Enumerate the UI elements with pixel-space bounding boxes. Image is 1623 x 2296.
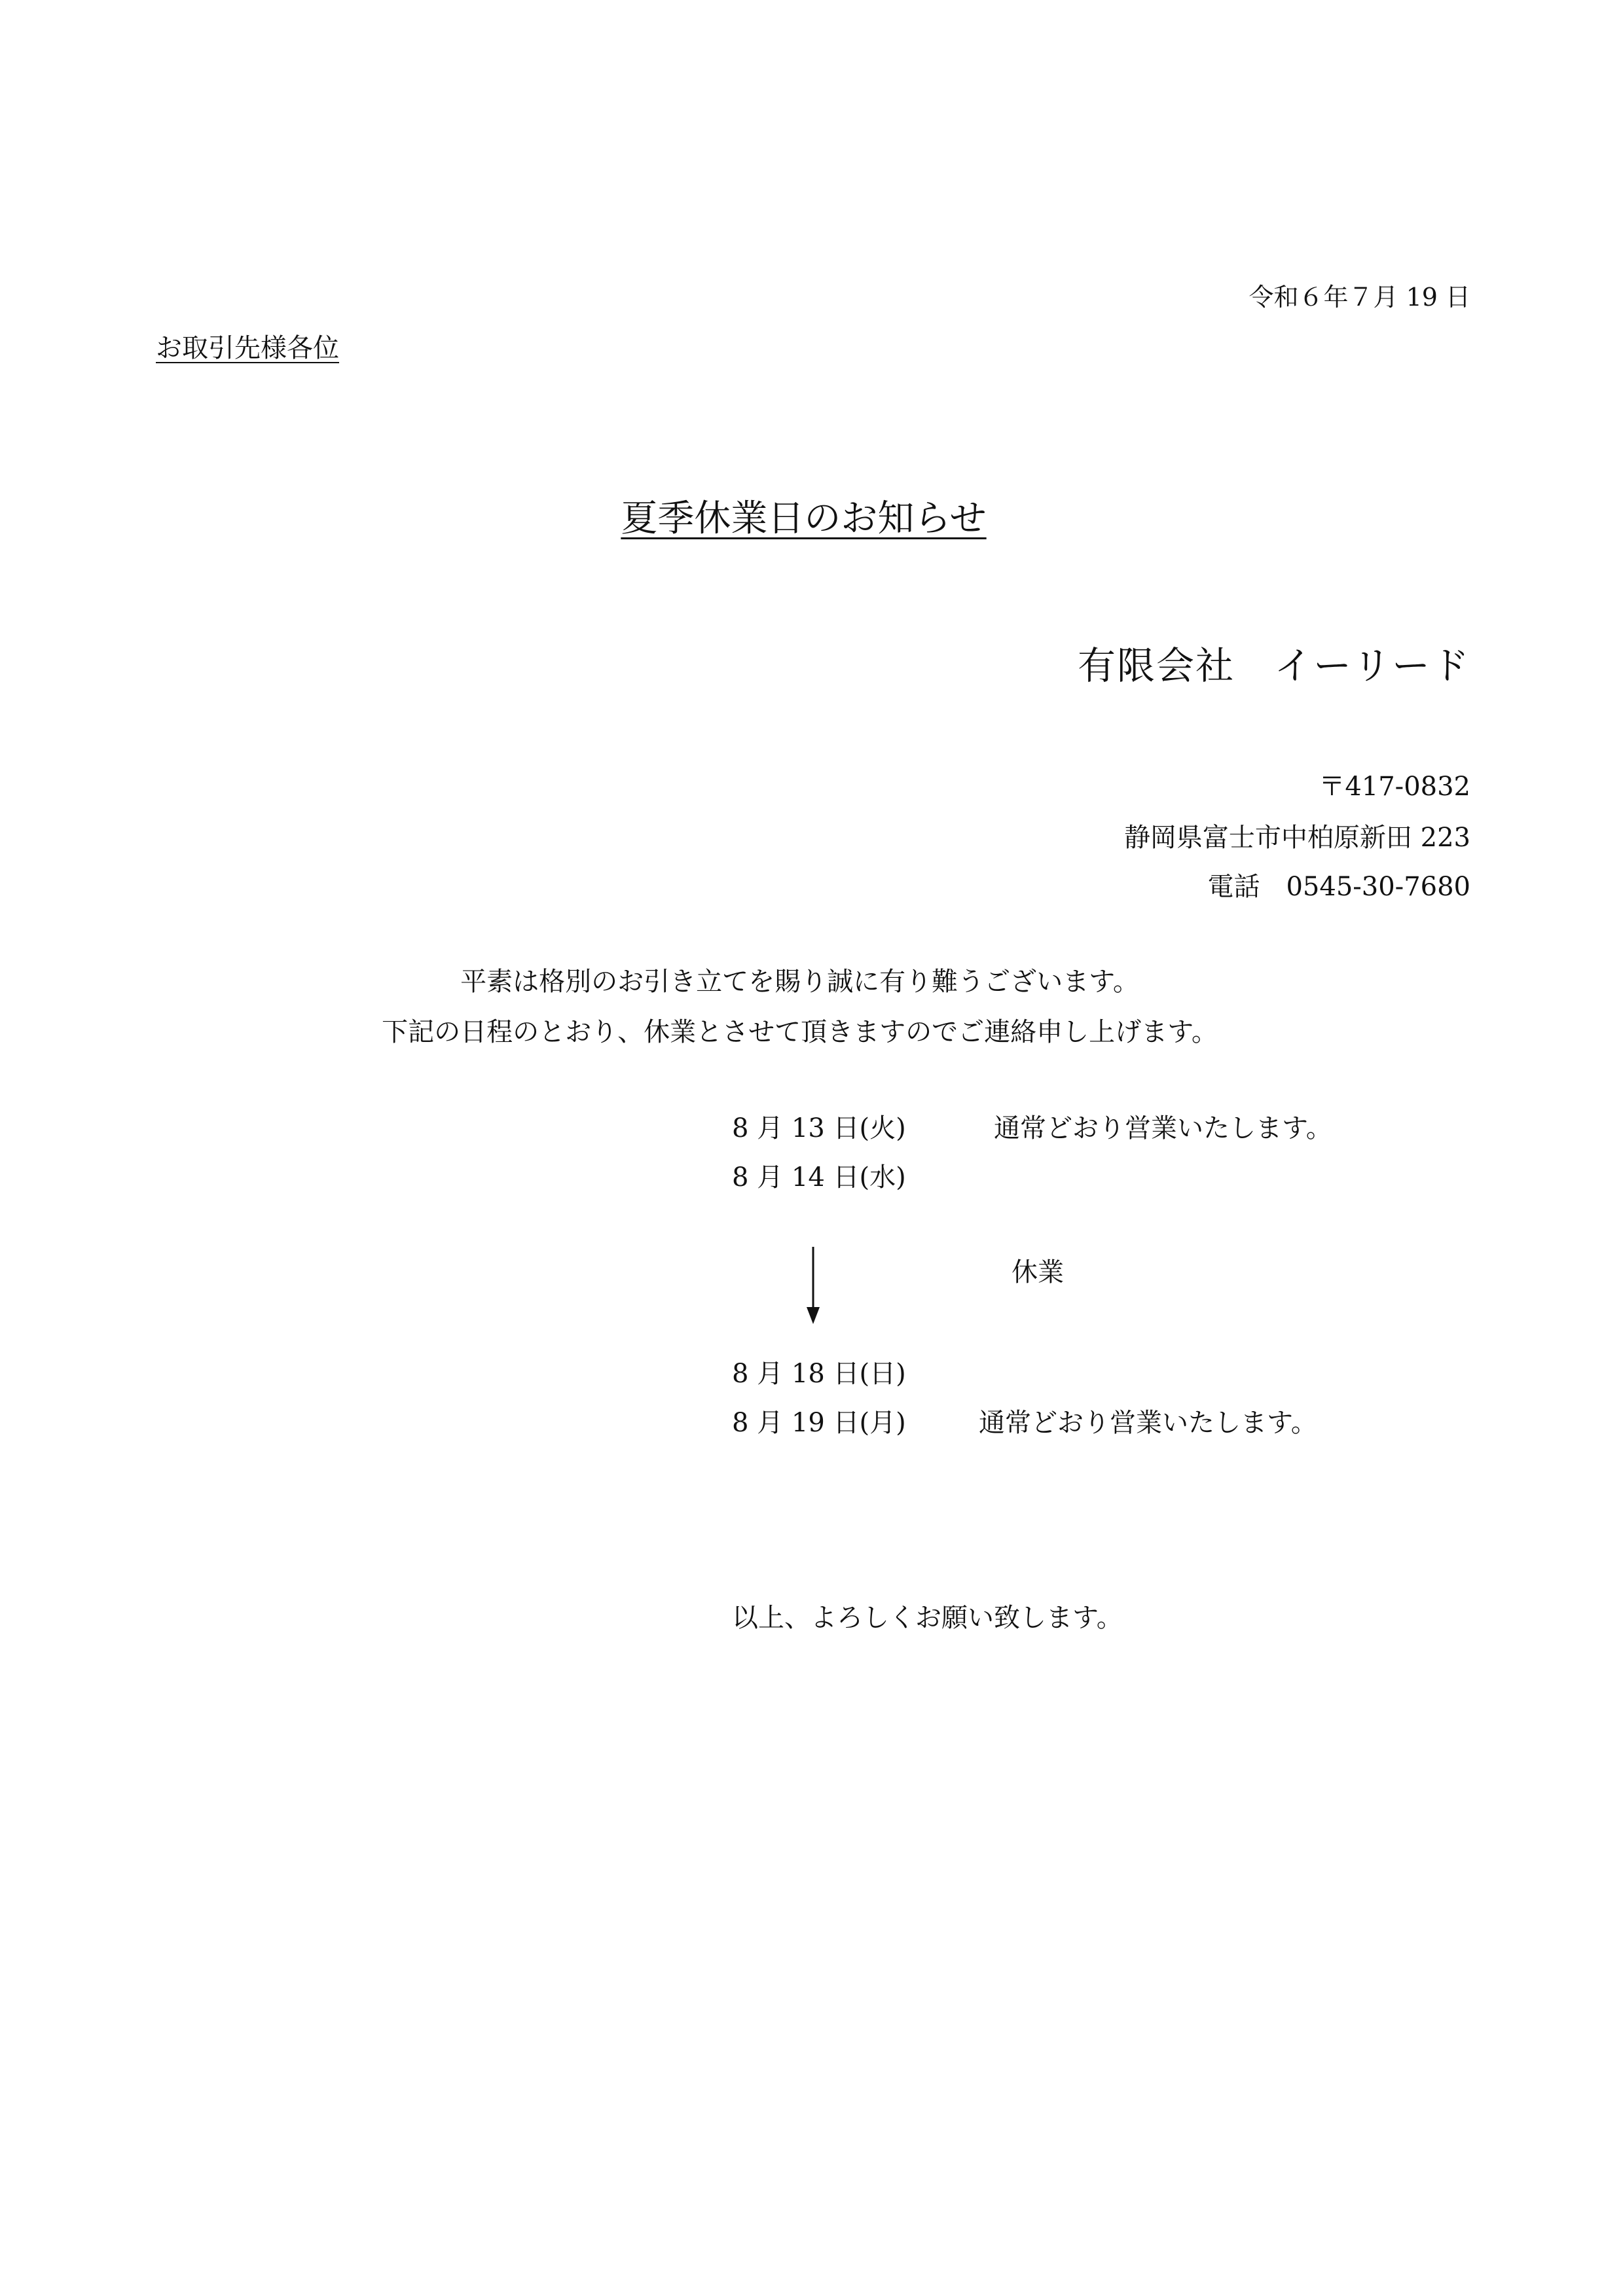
- schedule-note-4: 通常どおり営業いたします。: [979, 1408, 1317, 1438]
- postal-code: 〒417-0832: [1319, 772, 1470, 802]
- document-date: 令和６年７月 19 日: [1249, 283, 1470, 312]
- greeting-line-1: 平素は格別のお引き立てを賜り誠に有り難うございます。: [460, 967, 1139, 997]
- company-phone: 電話 0545-30-7680: [1207, 872, 1470, 902]
- recipient-line: お取引先様各位: [156, 333, 339, 363]
- notice-title-row: [0, 490, 1623, 542]
- company-address: 静岡県富士市中柏原新田 223: [1123, 823, 1470, 853]
- schedule-date-2: 8 月 14 日(水): [732, 1162, 906, 1193]
- schedule-date-3: 8 月 18 日(日): [732, 1359, 906, 1389]
- closed-label: 休業: [1012, 1257, 1064, 1287]
- greeting-line-2: 下記の日程のとおり、休業とさせて頂きますのでご連絡申し上げます。: [382, 1017, 1218, 1047]
- notice-title: 夏季休業日のお知らせ: [621, 497, 987, 540]
- down-arrow-icon: [800, 1247, 826, 1325]
- company-name: 有限会社 イーリード: [1077, 643, 1470, 688]
- closing-line: 以上、よろしくお願い致します。: [732, 1603, 1123, 1633]
- schedule-date-4: 8 月 19 日(月): [732, 1408, 906, 1438]
- schedule-date-1: 8 月 13 日(火): [732, 1113, 906, 1143]
- schedule-note-1: 通常どおり営業いたします。: [994, 1113, 1332, 1143]
